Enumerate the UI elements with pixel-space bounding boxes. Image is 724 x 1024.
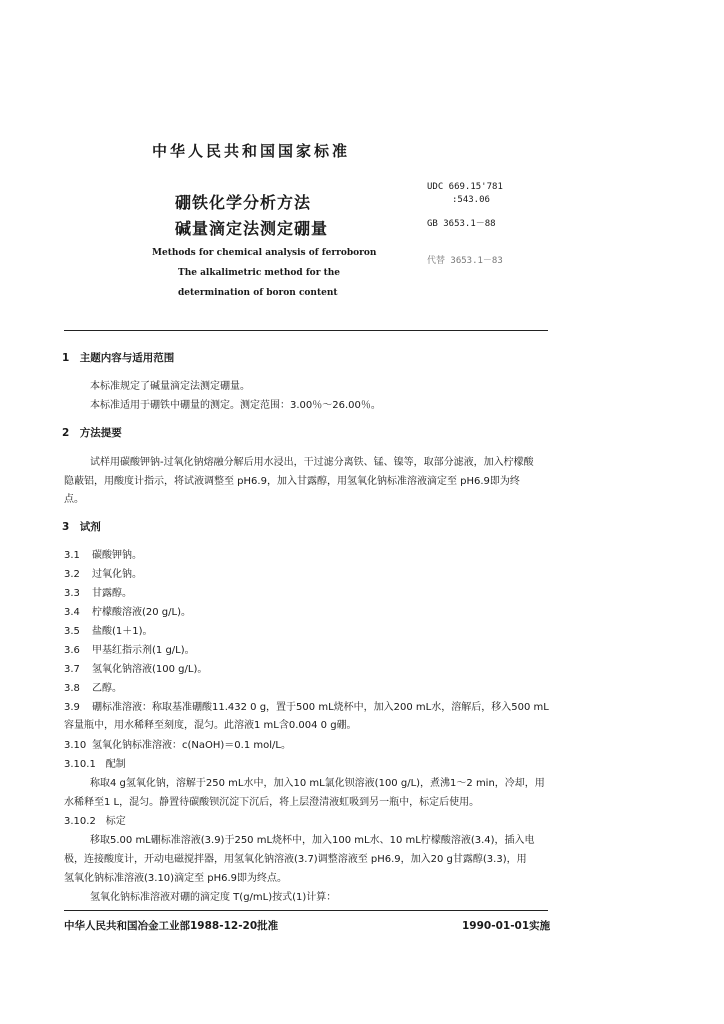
reagent-item: 3.9 硼标准溶液：称取基准硼酸11.432 0 g，置于500 mL烧杯中，加入200 mL水，溶解后，移入500 mL bbox=[64, 702, 549, 713]
footer-rule bbox=[64, 910, 548, 911]
standardization-line1: 移取5.00 mL硼标准溶液(3.9)于250 mL烧杯中，加入100 mL水、10 mL柠檬酸溶液(3.4)，插入电 bbox=[90, 835, 535, 846]
english-title-line3: determination of boron content bbox=[178, 288, 338, 298]
english-title-line1: Methods for chemical analysis of ferroboron bbox=[152, 248, 377, 258]
section-2-line1: 试样用碳酸钾钠-过氧化钠熔融分解后用水浸出，干过滤分离铁、锰、镍等，取部分滤液，加入柠檬酸 bbox=[90, 457, 534, 468]
udc-code-line2: :543.06 bbox=[452, 195, 490, 205]
reagent-item: 3.6 甲基红指示剂(1 g/L)。 bbox=[64, 645, 195, 656]
reagent-item: 3.8 乙醇。 bbox=[64, 683, 122, 694]
reagent-item: 3.3 甘露醇。 bbox=[64, 588, 132, 599]
document-title-line1: 硼铁化学分析方法 bbox=[175, 193, 312, 212]
standardization-line2: 极，连接酸度计，开动电磁搅拌器，用氢氧化钠溶液(3.7)调整溶液至 pH6.9，加入20 g甘露醇(3.3)，用 bbox=[64, 854, 527, 865]
subsection-3-10-1-heading: 3.10.1 配制 bbox=[64, 759, 126, 770]
section-1-line2: 本标准适用于硼铁中硼量的测定。测定范围：3.00％～26.00％。 bbox=[90, 400, 381, 411]
preparation-line1: 称取4 g氢氧化钠，溶解于250 mL水中，加入10 mL氯化钡溶液(100 g/L)，煮沸1～2 min，冷却，用 bbox=[90, 778, 545, 789]
section-2-heading: 2 方法提要 bbox=[62, 427, 122, 439]
section-3-heading: 3 试剂 bbox=[62, 521, 101, 533]
approval-line: 中华人民共和国冶金工业部1988-12-20批准 bbox=[64, 920, 279, 932]
reagent-item: 3.1 碳酸钾钠。 bbox=[64, 550, 142, 561]
reagent-item: 3.10 氢氧化钠标准溶液：c(NaOH)＝0.1 mol/L。 bbox=[64, 740, 291, 751]
header-rule bbox=[64, 330, 548, 331]
section-1-heading: 1 主题内容与适用范围 bbox=[62, 352, 175, 364]
gb-number: GB 3653.1－88 bbox=[427, 219, 496, 229]
reagent-3-9-continuation: 容量瓶中，用水稀释至刻度，混匀。此溶液1 mL含0.004 0 g硼。 bbox=[64, 720, 357, 731]
section-1-line1: 本标准规定了碱量滴定法测定硼量。 bbox=[90, 381, 250, 392]
preparation-line2: 水稀释至1 L，混匀。静置待碳酸钡沉淀下沉后，将上层澄清液虹吸到另一瓶中，标定后使用。 bbox=[64, 797, 480, 808]
reagent-item: 3.2 过氧化钠。 bbox=[64, 569, 142, 580]
section-2-line2: 隐蔽铝，用酸度计指示，将试液调整至 pH6.9，加入甘露醇，用氢氧化钠标准溶液滴定至 pH6.9即为终 bbox=[64, 476, 520, 487]
section-2-line3: 点。 bbox=[64, 494, 84, 505]
effective-date: 1990-01-01实施 bbox=[462, 920, 551, 932]
standardization-line3: 氢氧化钠标准溶液(3.10)滴定至 pH6.9即为终点。 bbox=[64, 873, 288, 884]
udc-code-line1: UDC 669.15'781 bbox=[427, 182, 503, 192]
document-title-line2: 碱量滴定法测定硼量 bbox=[175, 219, 329, 238]
reagent-item: 3.5 盐酸(1＋1)。 bbox=[64, 626, 153, 637]
english-title-line2: The alkalimetric method for the bbox=[178, 268, 340, 278]
reagent-item: 3.4 柠檬酸溶液(20 g/L)。 bbox=[64, 607, 191, 618]
national-standard-heading: 中华人民共和国国家标准 bbox=[152, 142, 351, 160]
standardization-line4: 氢氧化钠标准溶液对硼的滴定度 T(g/mL)按式(1)计算： bbox=[90, 892, 337, 903]
replaces-note: 代替 3653.1－83 bbox=[427, 256, 503, 266]
reagent-item: 3.7 氢氧化钠溶液(100 g/L)。 bbox=[64, 664, 208, 675]
subsection-3-10-2-heading: 3.10.2 标定 bbox=[64, 816, 126, 827]
